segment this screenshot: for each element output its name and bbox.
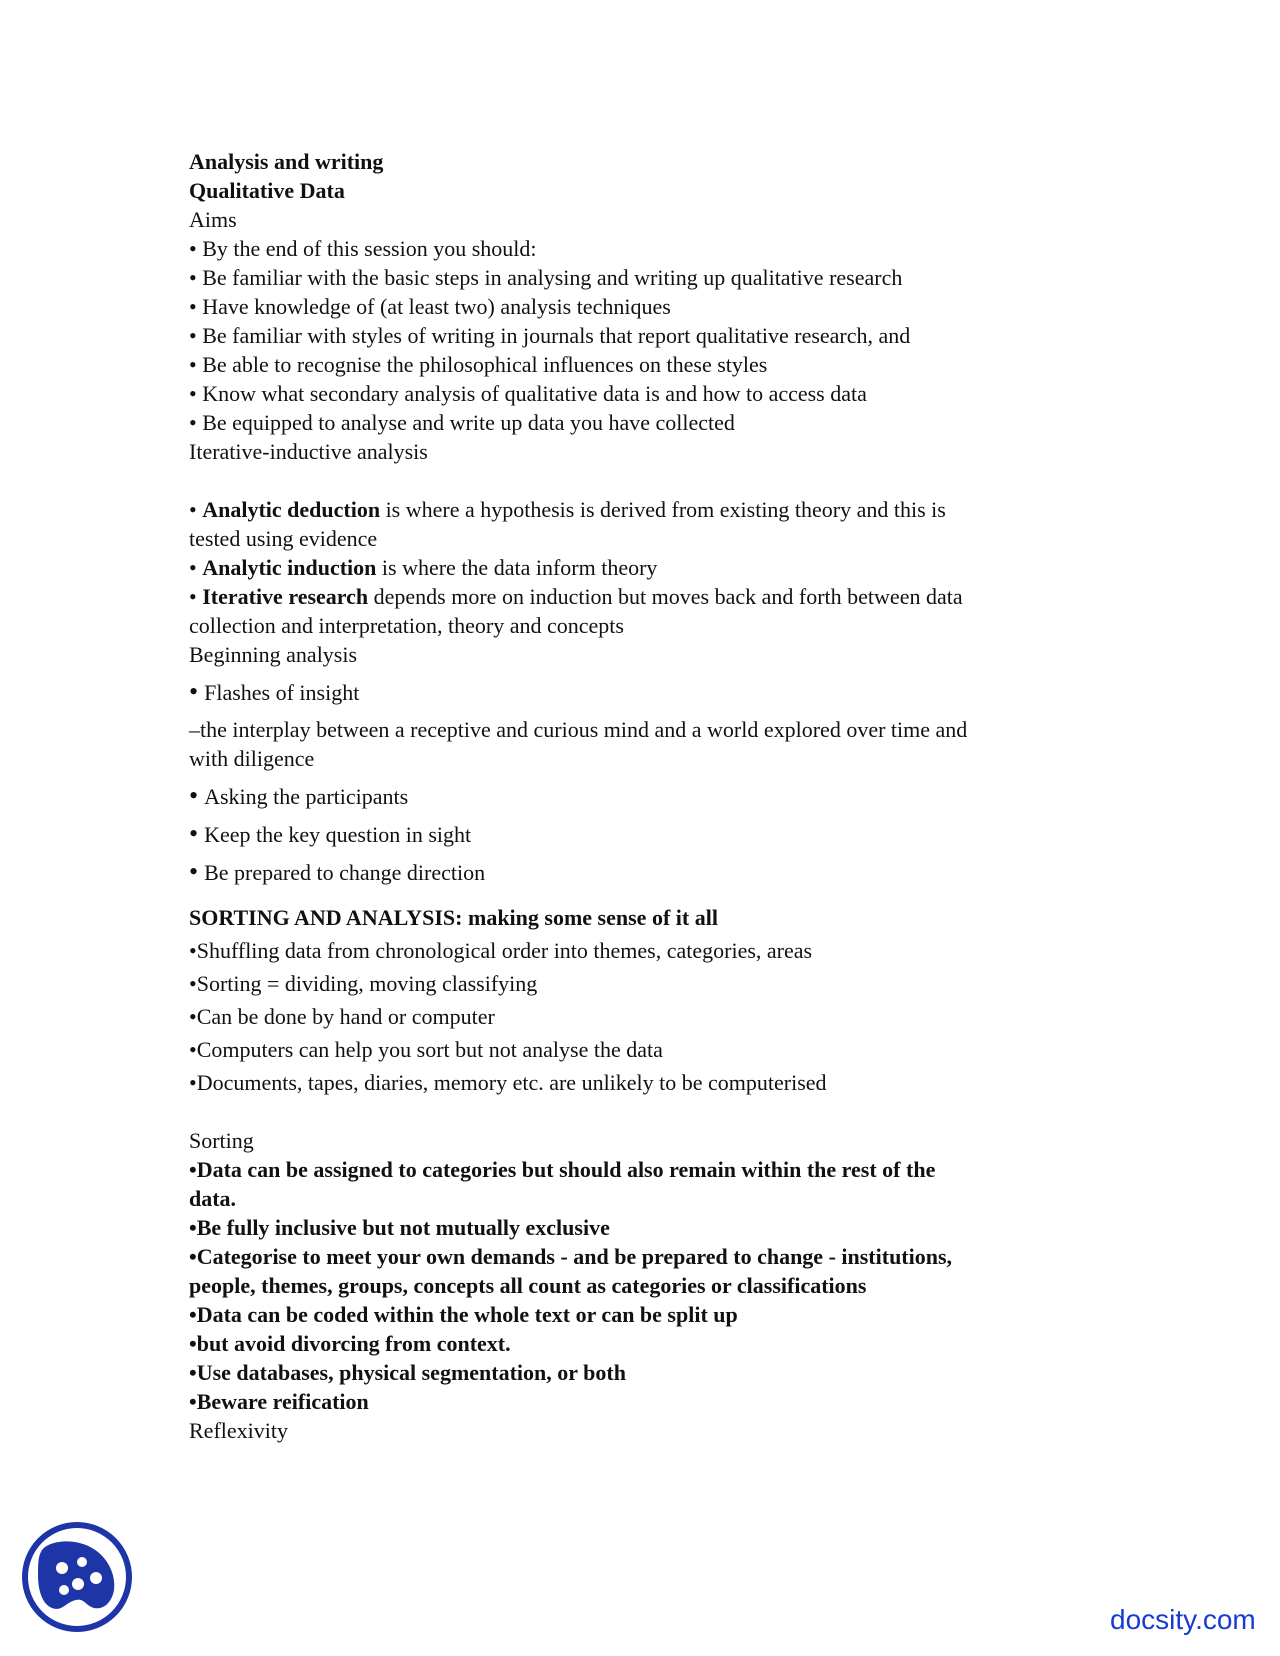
beginning-item xyxy=(189,677,1089,707)
sorting-bold-item: people, themes, groups, concepts all count as categories or classifications xyxy=(189,1273,867,1298)
definition-item xyxy=(189,553,1089,582)
sorting-bold-item: •Data can be coded within the whole text or can be split up xyxy=(189,1302,738,1327)
docsity-logo-icon[interactable] xyxy=(20,1520,134,1634)
sorting-item: •Computers can help you sort but not analyse the data xyxy=(189,1037,663,1062)
dash-text: –the interplay between a receptive and curious mind and a world explored over time and xyxy=(189,717,968,742)
definition-text: depends more on induction but moves back and forth between data xyxy=(368,584,963,609)
sorting-bold-item: •but avoid divorcing from context. xyxy=(189,1331,511,1356)
bullet-icon: • xyxy=(189,857,199,886)
sorting-item: •Documents, tapes, diaries, memory etc. are unlikely to be computerised xyxy=(189,1070,827,1095)
dash-continuation: with diligence xyxy=(189,746,315,771)
sorting-bold-item: •Categorise to meet your own demands - and be prepared to change - institutions, xyxy=(189,1244,953,1269)
definition-term: Iterative research xyxy=(202,584,369,609)
sorting-title: SORTING AND ANALYSIS: making some sense of it all xyxy=(189,905,718,930)
sorting-bold-item: •Use databases, physical segmentation, or both xyxy=(189,1360,626,1385)
iterative-heading: Iterative-inductive analysis xyxy=(189,439,428,464)
aims-item: • Be equipped to analyse and write up data you have collected xyxy=(189,410,735,435)
beginning-item xyxy=(189,819,1089,849)
beginning-item-text: Be prepared to change direction xyxy=(204,860,486,885)
sorting-heading: Sorting xyxy=(189,1128,254,1153)
aims-item: • Have knowledge of (at least two) analysis techniques xyxy=(189,294,671,319)
beginning-item-text: Flashes of insight xyxy=(204,680,360,705)
bullet: • xyxy=(189,584,197,609)
definition-continuation: collection and interpretation, theory and concepts xyxy=(189,613,624,638)
bullet: • xyxy=(189,497,197,522)
aims-item: • Be familiar with styles of writing in journals that report qualitative research, and xyxy=(189,323,911,348)
sorting-bold-item: •Data can be assigned to categories but should also remain within the rest of the xyxy=(189,1157,936,1182)
doc-subtitle: Qualitative Data xyxy=(189,178,345,203)
sorting-item: •Sorting = dividing, moving classifying xyxy=(189,971,538,996)
beginning-item xyxy=(189,781,1089,811)
bullet-icon: • xyxy=(189,677,199,706)
aims-item: • Be familiar with the basic steps in analysing and writing up qualitative research xyxy=(189,265,903,290)
sorting-bold-item: data. xyxy=(189,1186,237,1211)
bullet-icon: • xyxy=(189,781,199,810)
docsity-brand-link[interactable]: docsity.com xyxy=(1110,1604,1256,1635)
beginning-heading: Beginning analysis xyxy=(189,642,358,667)
sorting-bold-item: •Be fully inclusive but not mutually exclusive xyxy=(189,1215,610,1240)
definition-term: Analytic deduction xyxy=(202,497,381,522)
aims-item: • Know what secondary analysis of qualitative data is and how to access data xyxy=(189,381,867,406)
sorting-bold-item: •Beware reification xyxy=(189,1389,369,1414)
document-content xyxy=(189,147,1089,1445)
definition-item xyxy=(189,495,1089,524)
definition-continuation: tested using evidence xyxy=(189,526,378,551)
bullet: • xyxy=(189,555,197,580)
definition-text: is where a hypothesis is derived from existing theory and this is xyxy=(380,497,946,522)
definition-item xyxy=(189,582,1089,611)
sorting-item: •Shuffling data from chronological order into themes, categories, areas xyxy=(189,938,813,963)
doc-title: Analysis and writing xyxy=(189,149,384,174)
aims-item: • By the end of this session you should: xyxy=(189,236,537,261)
definition-text: is where the data inform theory xyxy=(376,555,658,580)
sorting-item: •Can be done by hand or computer xyxy=(189,1004,495,1029)
reflexivity-heading: Reflexivity xyxy=(189,1418,288,1443)
beginning-item xyxy=(189,857,1089,887)
beginning-item-text: Asking the participants xyxy=(204,784,409,809)
beginning-item-text: Keep the key question in sight xyxy=(204,822,472,847)
bullet-icon: • xyxy=(189,819,199,848)
aims-item: • Be able to recognise the philosophical influences on these styles xyxy=(189,352,768,377)
aims-heading: Aims xyxy=(189,207,237,232)
definition-term: Analytic induction xyxy=(202,555,377,580)
